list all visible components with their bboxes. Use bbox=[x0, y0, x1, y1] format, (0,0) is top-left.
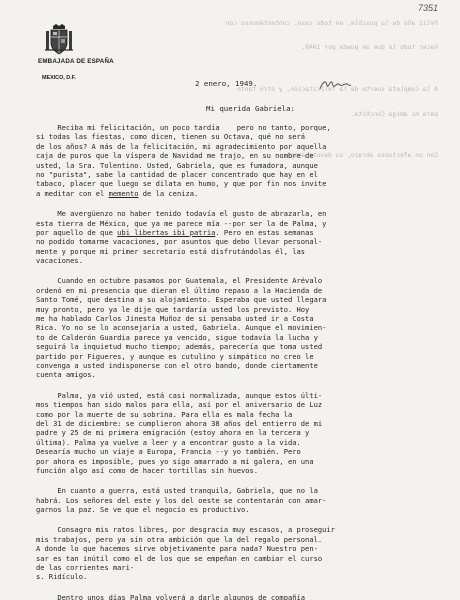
text-line: por aquello de que ubi libertas ibi patria. Pero en estas semanas bbox=[36, 227, 314, 237]
text-line: no "purista", sabe la cantidad de placer concentrado que hay en el bbox=[36, 169, 318, 179]
paragraph bbox=[36, 486, 446, 514]
text-line: Palma, ya vió usted, está casi normalizada, aunque estos últi- bbox=[36, 390, 323, 400]
bleed-line: Con un afectuoso abrazo, su devoto amigo bbox=[286, 152, 438, 160]
text-line: mente y porque mi primer secretario está disfrutándolas él, las bbox=[36, 246, 306, 256]
text-line: mis trabajos, pero ya sin otra ambición que la del regalo personal. bbox=[36, 534, 323, 544]
text-line: del 31 de diciembre: se cumplieron ahora 38 años del entierro de mi bbox=[36, 418, 323, 428]
letterhead-embassy: EMBAJADA DE ESPAÑA bbox=[38, 58, 114, 65]
paragraph bbox=[36, 123, 446, 198]
text-line: de los años? A más de la felicitación, mi agradecimiento por aquella bbox=[36, 141, 327, 151]
text-line: si todas las fiestas, como dicen, tienen su Octava, qué no será bbox=[36, 132, 306, 142]
bleed-line: A la completa suerte de la felicitación, y otro tanto bbox=[237, 85, 438, 93]
text-line: no podido tomarme vacaciones, por asuntos que debo llevar personal- bbox=[36, 237, 323, 247]
text-line: Me avergüenzo no haber tenido todavía el gusto de abrazarla, en bbox=[36, 209, 327, 219]
underlined-phrase: ubi libertas ibi patria bbox=[117, 227, 216, 237]
text-line: seguirá la inquietud mucho tiempo; además, parecería que toma usted bbox=[36, 342, 323, 352]
paragraph bbox=[36, 525, 446, 581]
paragraph bbox=[36, 593, 446, 600]
letterhead-city: MEXICO, D.F. bbox=[42, 75, 76, 81]
text-line: Reciba mi felicitación, un poco tardía pero no tanto, porque, bbox=[36, 123, 331, 132]
paragraph bbox=[36, 276, 446, 379]
bleed-line: hacer todo lo que se pueda por 1949. bbox=[301, 44, 438, 52]
text-line: usted, la Sra. Tolentino. Usted, Gabriela, que es fumadora, aunque bbox=[36, 160, 318, 170]
text-line: tabaco, placer que luego se dilata en humo, y que por fin nos invite bbox=[36, 179, 327, 189]
text-line: padre y 25 de mi primera emigración (estoy ahora en la tercera y bbox=[36, 428, 310, 438]
text-line: convenga a usted indisponerse con el otro bando, donde ciertamente bbox=[36, 360, 318, 370]
text-line: A donde lo que hacemos sirve objetivamente para nada? Nuestro pen- bbox=[36, 544, 318, 554]
text-line: ordenó en mi presencia que dieran el último repaso a la Hacienda de bbox=[36, 285, 323, 295]
text-line: cuenta amigos. bbox=[36, 370, 96, 380]
text-line: habrá. Los señores del este y los del oeste se contentarán con amar- bbox=[36, 495, 327, 505]
text-line: mos tiempos han sido malos para ella, así por el aniversario de Luz bbox=[36, 400, 323, 410]
text-line: última). Palma ya vuelve a leer y a encontrar gusto a la vida. bbox=[36, 437, 301, 447]
text-line: s. Ridículo. bbox=[36, 572, 88, 582]
letterhead bbox=[38, 58, 118, 81]
text-line: Rica. Yo no se lo aconsejaría a usted, Gabriela. Aunque el movimien- bbox=[36, 323, 327, 333]
text-line: sar es tan inútil como el de los que se empeñan en cambiar el curso bbox=[36, 553, 323, 563]
text-line: Cuando en octubre pasamos por Guatemala, el Presidente Arévalo bbox=[36, 276, 323, 286]
text-line: función algo así como de hacer tortillas sin huevos. bbox=[36, 465, 259, 475]
text-line: por ahora es imposible, pues yo sigo amarrado a mi galera, en una bbox=[36, 456, 314, 466]
archive-number: 7351 bbox=[418, 3, 439, 13]
text-line: caja de puros que la víspera de Navidad me trajo, en su nombre de bbox=[36, 151, 314, 161]
text-line: vacaciones. bbox=[36, 256, 83, 266]
letter-body bbox=[36, 123, 446, 600]
paragraph bbox=[36, 209, 446, 265]
text-line: esta tierra de México, que ya me parece mía --por ser la de Palma, y bbox=[36, 218, 327, 228]
text-line: me ha hablado Carlos Jinesta Muñoz de si pensaba usted ir a Costa bbox=[36, 314, 314, 324]
text-line: to de Calderón Guardia parece ya vencido, sigue todavía la lucha y bbox=[36, 332, 318, 342]
text-line: Consagro mis ratos libres, por desgracia muy escasos, a proseguir bbox=[36, 525, 335, 535]
text-line: Desearía mucho un viaje a Europa, Francia --y yo también. Pero bbox=[36, 447, 301, 457]
bleed-line: Feliz año de lo posible, en todo caso, contentémonos con bbox=[225, 19, 438, 27]
text-line: Santo Tomé, que destina a su alojamiento. Esperaba que usted llegara bbox=[36, 295, 327, 305]
letter-greeting: Mi querida Gabriela: bbox=[206, 104, 295, 113]
letter-date: 2 enero, 1949. bbox=[195, 79, 258, 88]
text-line: Dentro unos días Palma volverá a darle algunos de compañía bbox=[36, 592, 306, 600]
text-line: a meditar con el memento de la ceniza. bbox=[36, 188, 199, 198]
paragraph bbox=[36, 391, 446, 476]
handwritten-signature bbox=[318, 77, 352, 93]
text-line: En cuanto a guerra, está usted tranquila, Gabriela, que no la bbox=[36, 486, 318, 496]
underlined-phrase: memento bbox=[108, 188, 139, 198]
text-line: como por la muerte de su sobrina. Para ella es mala fecha la bbox=[36, 409, 293, 419]
text-line: muy pronto, pero ya le dije que tardaría usted los previsto. Hoy bbox=[36, 304, 310, 314]
text-line: de las corrientes mari- bbox=[36, 563, 135, 573]
coat-of-arms-icon bbox=[44, 24, 74, 56]
text-line: garnos la paz. Se ve que el negocio es productivo. bbox=[36, 505, 250, 515]
text-line: partido por Figueres, y aunque es cutulino y simpático no creo le bbox=[36, 351, 314, 361]
bleed-line: para mi amiga Conchita. bbox=[350, 110, 438, 118]
